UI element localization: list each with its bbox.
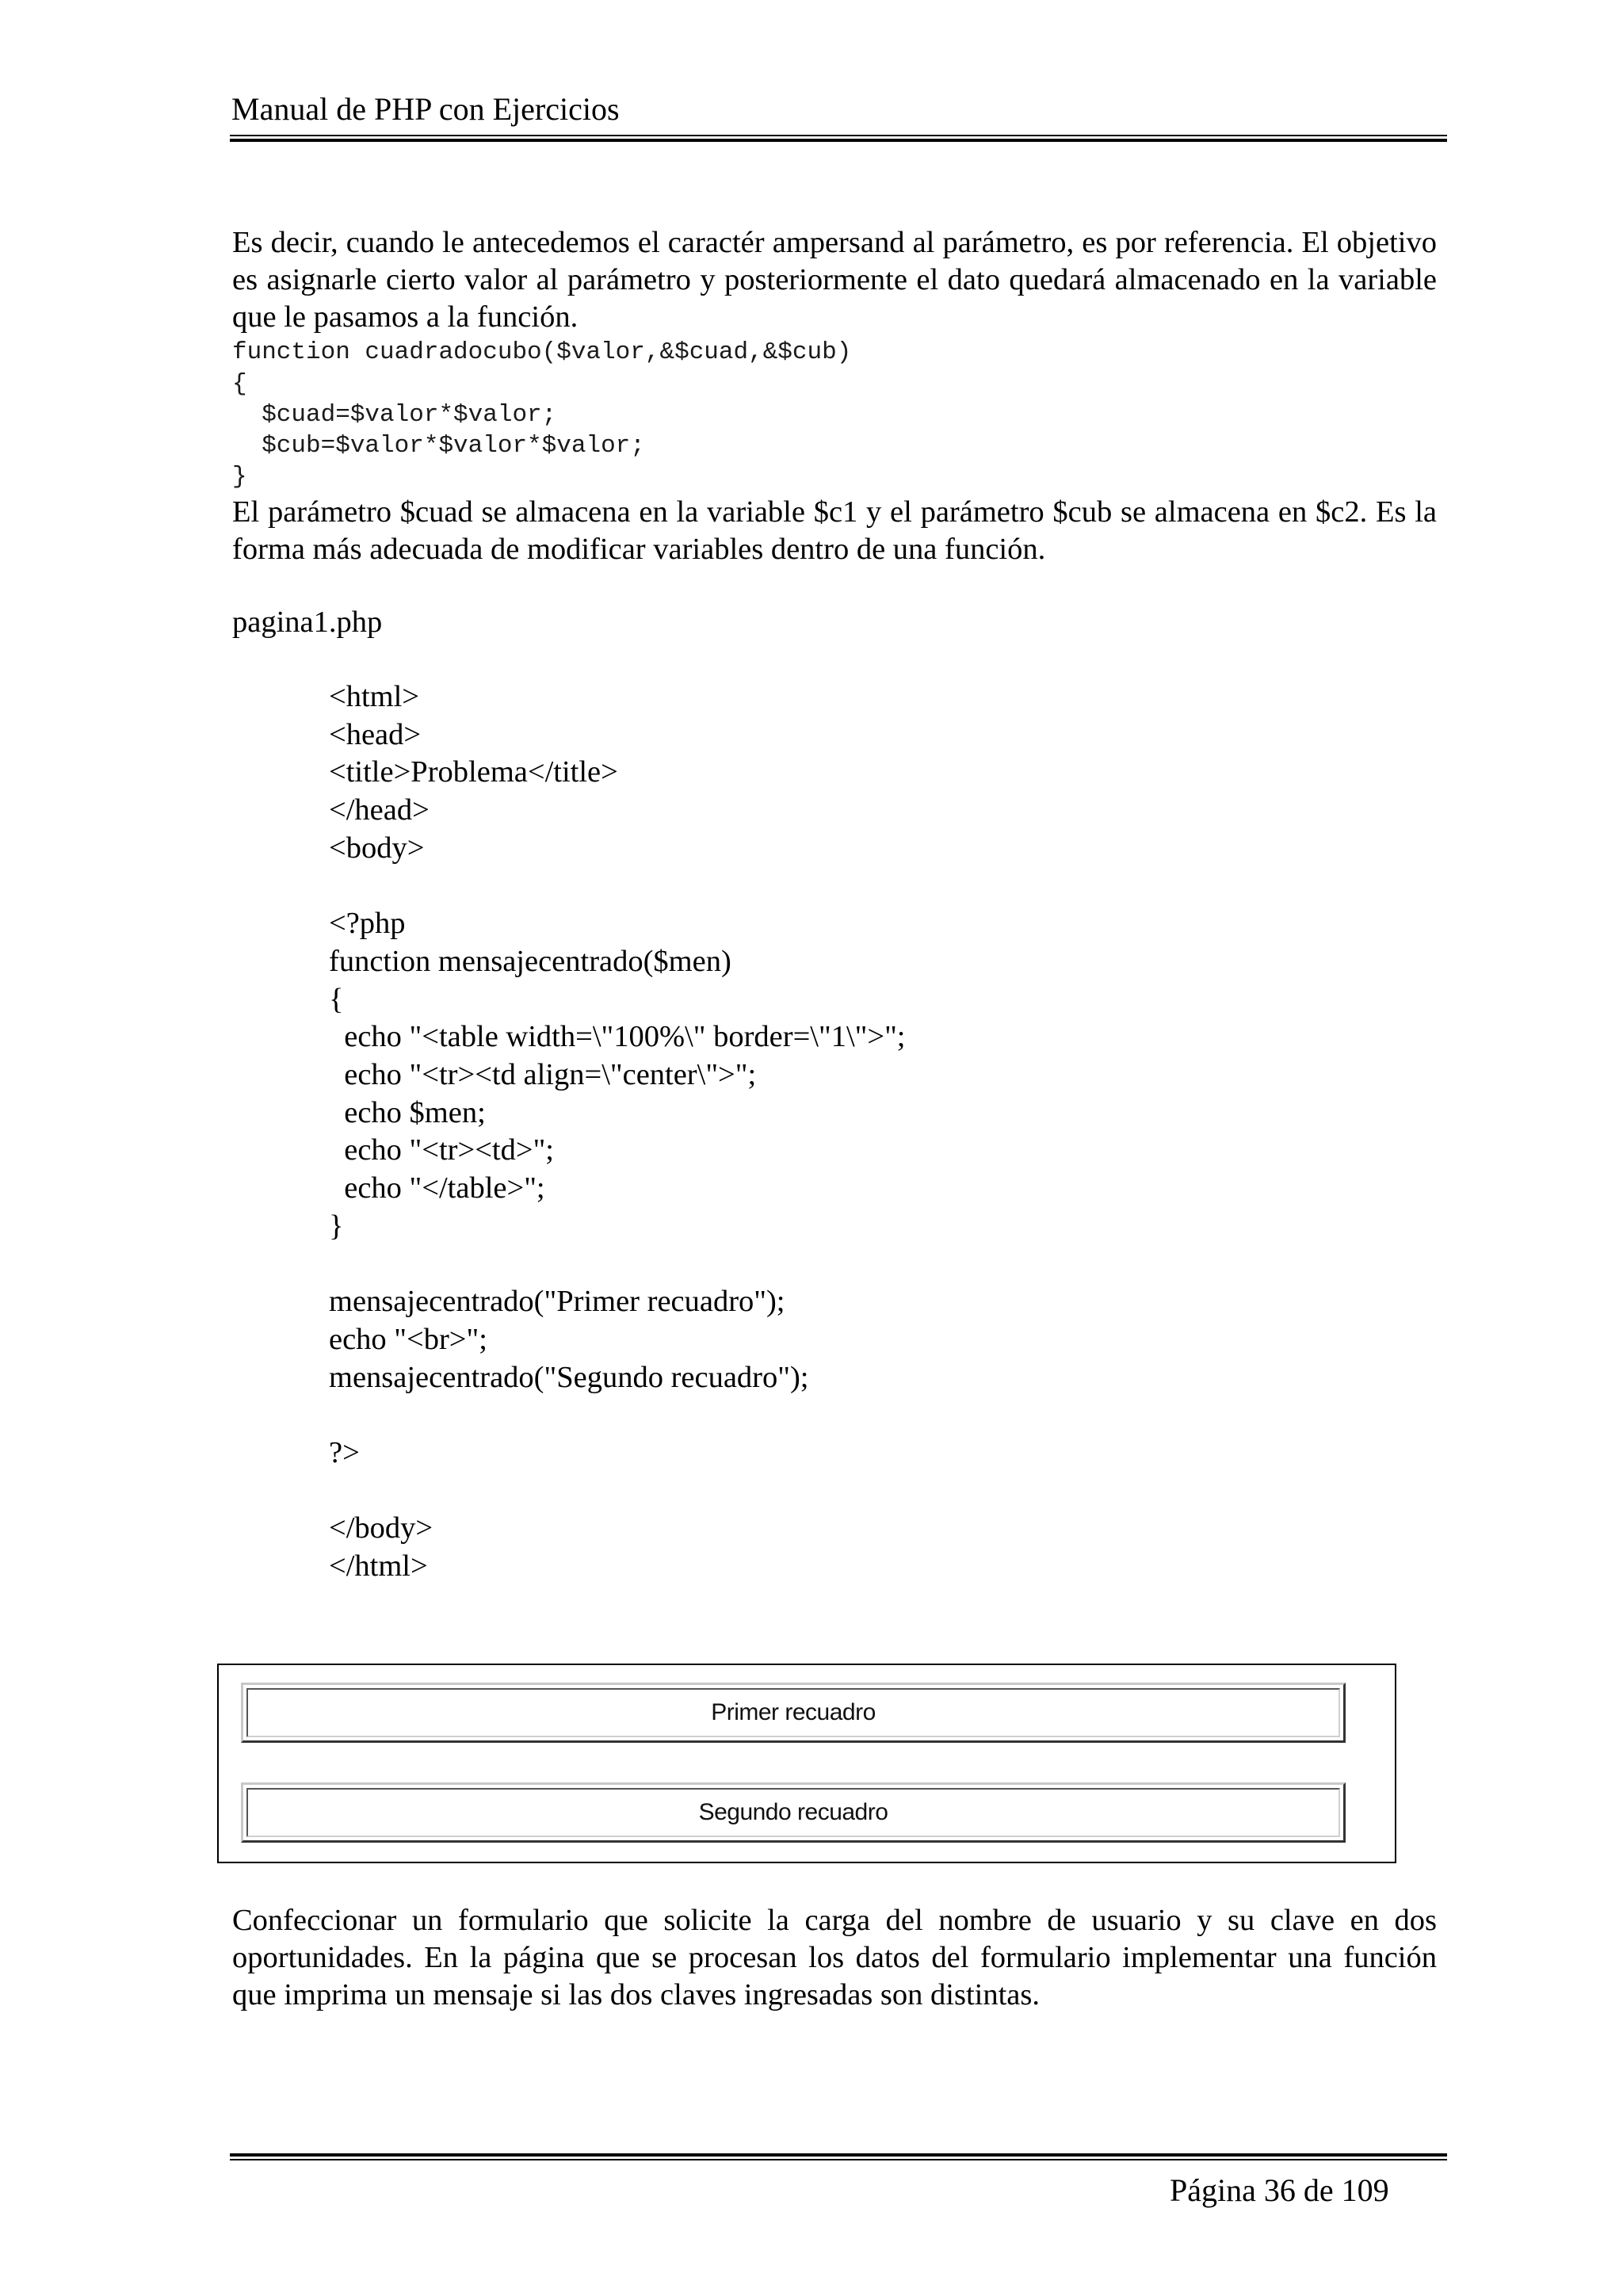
header-rule-thin [230,135,1447,136]
header-rule-thick [230,139,1447,142]
document-header-title: Manual de PHP con Ejercicios [231,91,620,127]
browser-output-preview [217,1664,1396,1863]
php-code-listing: <html> <head> <title>Problema</title> </head> <body> <?php function mensajecentrado($men) { echo "<table width=\"100%\" border=\"1\">"; echo "<tr><td align=\"center\">"; echo $men; echo "<tr><td>"; echo "</table>"; } mensajecentrado("Primer recuadro"); echo "<br>"; mensajecentrado("Segundo recuadro"); ?> </body> </html> [329,680,906,1584]
intro-paragraph: Es decir, cuando le antecedemos el caractér ampersand al parámetro, es por referencia. El objetivo es asignarle cierto valor al parámetro y posteriormente el dato quedará almacenado en la variable que le pasamos a la función. [232,226,1437,334]
output-cell-primer: Primer recuadro [246,1688,1340,1737]
file-name-label: pagina1.php [232,606,383,639]
exercise-paragraph: Confeccionar un formulario que solicite la carga del nombre de usuario y su clave en dos oportunidades. En la página que se procesan los datos del formulario implementar una función que imprima un mensaje si las dos claves ingresadas son distintas. [232,1904,1437,2011]
output-cell-segundo: Segundo recuadro [246,1788,1340,1837]
code-snippet-line: } [232,463,247,491]
code-snippet-line: $cuad=$valor*$valor; [232,401,557,429]
footer-rule-thin [230,2159,1447,2160]
code-snippet-line: { [232,370,247,398]
page-number: Página 36 de 109 [1170,2172,1389,2208]
explanation-paragraph: El parámetro $cuad se almacena en la variable $c1 y el parámetro $cub se almacena en $c2. Es la forma más adecuada de modificar variables dentro de una función. [232,495,1437,566]
code-snippet-line: $cub=$valor*$valor*$valor; [232,432,645,460]
code-snippet-line: function cuadradocubo($valor,&$cuad,&$cub) [232,338,852,366]
footer-rule-thick [230,2153,1447,2157]
output-table-2 [241,1782,1346,1843]
output-table-1 [241,1683,1346,1743]
